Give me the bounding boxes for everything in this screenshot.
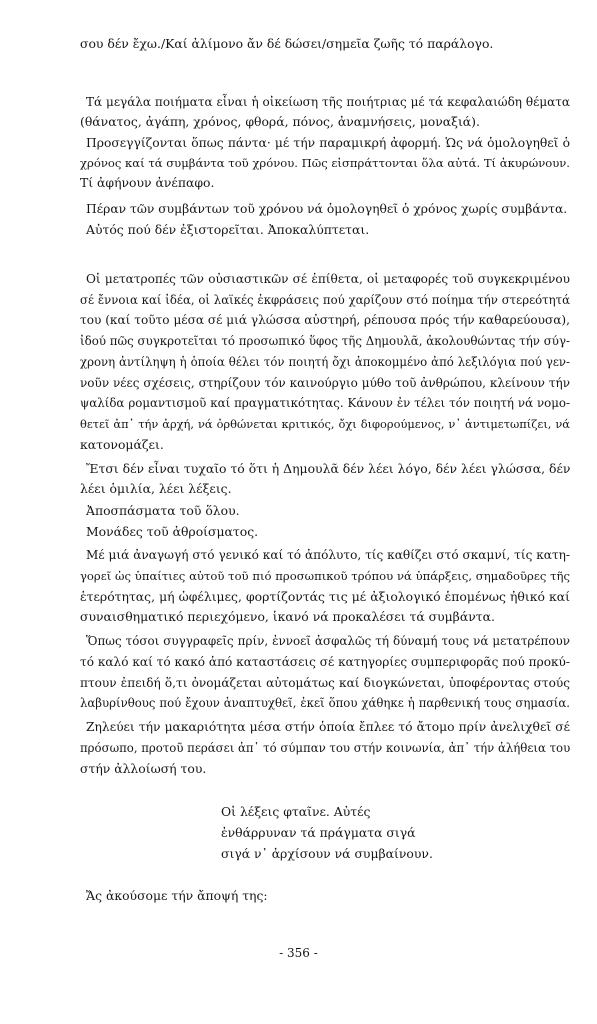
poem-line: Οἱ λέξεις φταῖνε. Αὐτές [221,804,371,819]
text-line: σου δέν ἔχω./Καί ἀλίμονο ἄν δέ δώσει/σημεῖα ζωῆς τό παράλογο. [80,36,494,51]
page-number: - 356 - [279,946,318,960]
text-line: Ζηλεύει τήν μακαριότητα μέσα στήν ὁποία ἔπλεε τό ἄτομο πρίν ἀνελιχθεῖ σέ [86,720,570,734]
text-line: ἑτερότητας, μή ὠφέλιμες, φορτίζοντάς τις μέ ἀξιολογικό ἑπομένως ἠθικό καί [80,589,570,604]
text-line: Μονάδες τοῦ ἀθροίσματος. [86,524,259,539]
poem-line: ἐνθάρρυναν τά πράγματα σιγά [221,825,416,840]
text-line: τό καλό καί τό κακό ἀπό καταστάσεις σέ κατηγορίες συμπεριφορᾶς πού προκύ- [80,655,570,669]
text-line: Τί ἀφήνουν ἀνέπαφο. [80,175,215,190]
text-line: Αὐτός πού δέν ἐξιστορεῖται. Ἀποκαλύπτεται. [86,222,370,237]
text-line: στήν ἀλλοίωσή του. [80,761,207,776]
text-line: λέει ὁμιλία, λέει λέξεις. [80,481,232,496]
text-line: συναισθηματικό περιεχόμενο, ἱκανό νά προκαλέσει τά συμβάντα. [80,609,495,624]
text-line: ψαλίδα ρομαντισμοῦ καί πραγματικότητας. Κάνουν ἐν τέλει τόν ποιητή νά νομο- [80,396,570,410]
text-line: λαβυρίνθους πού ἔχουν ἀναπτυχθεῖ, ἐκεῖ ὅπου χάθηκε ἡ παρθενική τους σημασία. [80,696,570,710]
text-line: νοῦν νέες σχέσεις, στηρίζουν τόν καινούργιο μύθο τοῦ ἀνθρώπου, κλείνουν τήν [80,376,570,390]
text-line: πτουν ἐπειδή ὅ,τι ὀνομάζεται αὐτομάτως καί διογκώνεται, ὑποφέροντας στούς [80,676,570,690]
text-line: Οἱ μετατροπές τῶν οὐσιαστικῶν σέ ἐπίθετα, οἱ μεταφορές τοῦ συγκεκριμένου [86,272,570,286]
text-line: (θάνατος, ἀγάπη, χρόνος, φθορά, πόνος, ἀναμνήσεις, μοναξιά). [80,114,480,129]
text-line: θετεῖ ἀπ᾽ τήν ἀρχή, νά ὀρθώνεται κριτικός, ὄχι διφορούμενος, ν᾽ ἀντιμετωπίζει, νά [80,417,570,431]
text-line: γορεῖ ὡς ὑπαίτιες αὐτοῦ τοῦ πιό προσωπικοῦ τρόπου νά ὑπάρξεις, σημαδοῦρες τῆς [80,569,570,583]
text-line: Πέραν τῶν συμβάντων τοῦ χρόνου νά ὁμολογηθεῖ ὁ χρόνος χωρίς συμβάντα. [86,202,568,216]
text-line: πρόσωπο, προτοῦ περάσει ἀπ᾽ τό σύμπαν του στήν κοινωνία, ἀπ᾽ τήν ἀλήθεια του [80,741,571,755]
text-line: χρόνος καί τά συμβάντα τοῦ χρόνου. Πῶς εἰσπράττονται ὅλα αὐτά. Τί ἀκυρώνουν. [80,156,570,170]
text-line: Ἀποσπάσματα τοῦ ὅλου. [86,503,240,518]
text-line: Τά μεγάλα ποιήματα εἶναι ἡ οἰκείωση τῆς ποιήτριας μέ τά κεφαλαιώδη θέματα [86,95,570,109]
text-line: σέ ἔννοια καί ἰδέα, οἱ λαϊκές ἐκφράσεις πού χαρίζουν στό ποίημα τήν στερεότητά [80,293,570,307]
poem-line: σιγά ν᾽ ἀρχίσουν νά συμβαίνουν. [221,846,433,861]
text-line: ἰδού πῶς συγκροτεῖται τό προσωπικό ὕφος τῆς Δημουλᾶ, ἀκολουθώντας τήν σύγ- [80,334,570,348]
text-line: Προσεγγίζονται ὅπως πάντα· μέ τήν παραμικρή ἀφορμή. Ὡς νά ὁμολογηθεῖ ὁ [86,136,570,150]
text-line: του (καί τοῦτο μέσα σέ μιά γλώσσα αὐστηρή, ρέπουσα πρός τήν καθαρεύουσα), [80,313,570,327]
text-line: κατονομάζει. [80,437,164,452]
text-line: Ἄς ἀκούσομε τήν ἄποψή της: [86,888,268,903]
text-line: χρονη ἀντίληψη ἡ ὁποία θέλει τόν ποιητή ὄχι ἀποκομμένο ἀπό λεξιλόγια πού γεν- [80,355,570,369]
text-line: Ἔτσι δέν εἶναι τυχαῖο τό ὅτι ἡ Δημουλᾶ δέν λέει λόγο, δέν λέει γλώσσα, δέν [86,461,571,476]
text-line: Μέ μιά ἀναγωγή στό γενικό καί τό ἀπόλυτο, τίς καθίζει στό σκαμνί, τίς κατη- [86,548,570,562]
text-line: Ὅπως τόσοι συγγραφεῖς πρίν, ἐννοεῖ ἀσφαλῶς τή δύναμή τους νά μετατρέπουν [86,634,570,648]
